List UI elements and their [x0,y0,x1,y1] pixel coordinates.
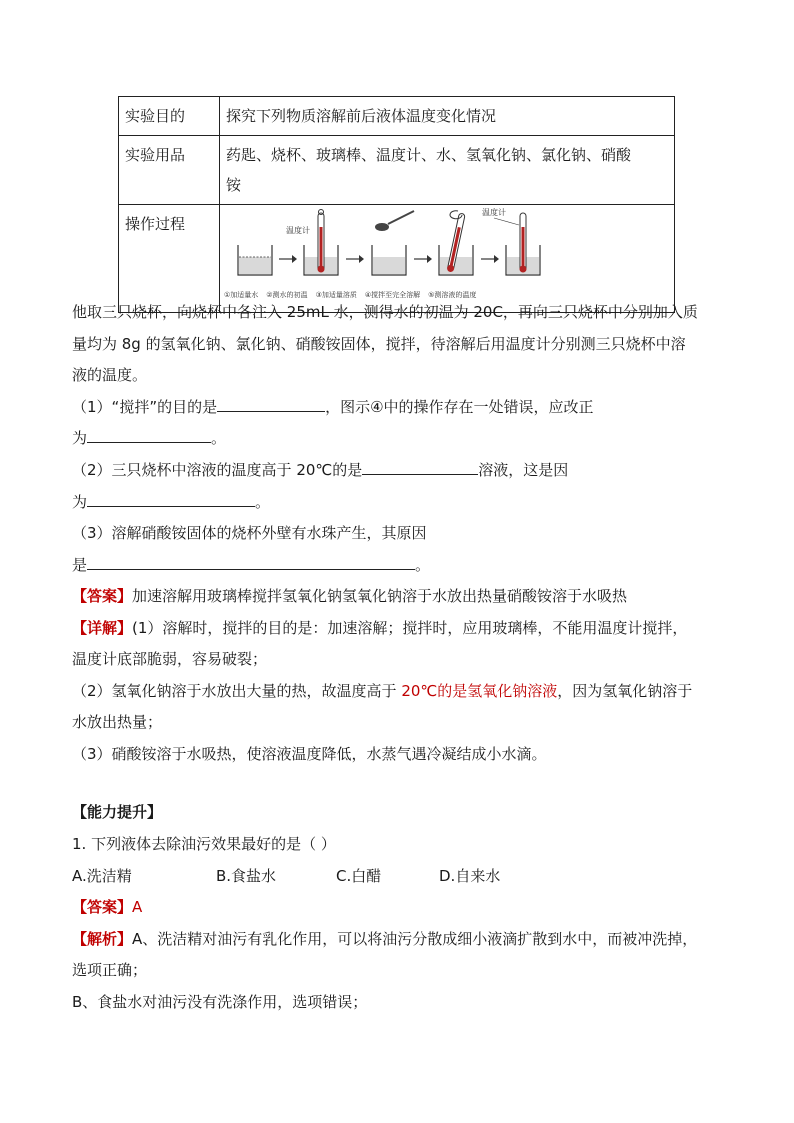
answer-tag: 【答案】 [72,587,133,605]
thermometer-label-1: 温度计 [286,226,310,235]
intro-line-2: 量均为 8g 的氢氧化钠、氯化钠、硝酸铵固体，搅拌，待溶解后用温度计分别测三只烧杯中溶 [72,335,686,353]
procedure-diagram-cell [220,205,675,313]
question-4-stem: 1. 下列液体去除油污效果最好的是（ ） [72,835,336,853]
answer-blank [87,553,415,570]
option-b: B.食盐水 [216,867,277,885]
analysis-tag: 【解析】 [72,930,133,948]
question-2-line-1: （2）三只烧杯中溶液的温度高于 20℃的是 溶液，这是因 [72,458,732,482]
step-label-3: ③加适量溶质 [315,291,357,299]
option-a: A.洗洁精 [72,867,132,885]
answer-blank [87,490,255,507]
answer-blank [362,458,478,475]
step-label-5: ⑤测溶液的温度 [428,291,477,299]
question-4-options [72,864,732,888]
table-key-materials: 实验用品 [119,136,220,205]
analysis-line-2: 选项正确； [72,961,148,979]
detail-line-5: （3）硝酸铵溶于水吸热，使溶液温度降低，水蒸气遇冷凝结成小水滴。 [72,745,547,763]
detail-line-3: （2）氢氧化钠溶于水放出大量的热，故温度高于 20℃的是氢氧化钠溶液，因为氢氧化钠溶于 [72,682,693,700]
table-value-materials [220,136,675,205]
thermometer-icon [318,210,325,273]
detail-line-1: 【详解】(1）溶解时，搅拌的目的是：加速溶解；搅拌时，应用玻璃棒，不能用温度计搅拌， [72,619,688,637]
experiment-table [118,96,675,313]
answer-2: 【答案】A [72,898,143,916]
step-label-1: ①加适量水 [224,291,259,299]
detail-line-4: 水放出热量； [72,713,163,731]
analysis-line-1: 【解析】A、洗洁精对油污有乳化作用，可以将油污分散成细小液滴扩散到水中，而被冲洗掉， [72,930,698,948]
option-d: D.自来水 [439,867,501,885]
table-value-purpose: 探究下列物质溶解前后液体温度变化情况 [220,97,675,136]
procedure-diagram [224,207,670,279]
question-3-line-1: （3）溶解硝酸铵固体的烧杯外壁有水珠产生，其原因 [72,524,427,542]
question-1-line-1: （1）“搅拌”的目的是 ，图示④中的操作存在一处错误，应改正 [72,395,732,419]
materials-line-1: 药匙、烧杯、玻璃棒、温度计、水、氢氧化钠、氯化钠、硝酸 [226,146,632,164]
answer-blank [87,426,211,443]
table-key-procedure: 操作过程 [119,205,220,313]
table-key-purpose: 实验目的 [119,97,220,136]
option-c: C.白醋 [336,867,382,885]
answer-1: 【答案】加速溶解用玻璃棒搅拌氢氧化钠氢氧化钠溶于水放出热量硝酸铵溶于水吸热 [72,587,628,605]
beaker-icon [238,245,272,275]
detail-tag: 【详解】 [72,619,133,637]
intro-line-3: 液的温度。 [72,366,148,384]
detail-line-2: 温度计底部脆弱，容易破裂； [72,650,268,668]
answer-blank [217,395,325,412]
thermometer-label-2: 温度计 [482,208,506,217]
step-label-2: ②测水的初温 [266,291,308,299]
materials-line-2: 铵 [226,176,242,194]
section-heading: 【能力提升】 [72,803,163,821]
step-label-4: ④搅拌至完全溶解 [364,291,421,299]
analysis-line-3: B、食盐水对油污没有洗涤作用，选项错误； [72,993,368,1011]
answer-tag: 【答案】 [72,898,133,916]
highlighted-text: 20℃的是氢氧化钠溶液 [401,682,558,700]
question-2-line-2: 为 。 [72,490,732,514]
spoon-icon [375,211,414,231]
question-1-line-2: 为 。 [72,426,732,450]
thermometer-icon [520,213,527,273]
question-3-line-2: 是 。 [72,553,732,577]
intro-line-1: 他取三只烧杯，向烧杯中各注入 25mL 水，测得水的初温为 20C，再向三只烧杯中分别加入质 [72,303,698,321]
beaker-icon [372,245,406,275]
